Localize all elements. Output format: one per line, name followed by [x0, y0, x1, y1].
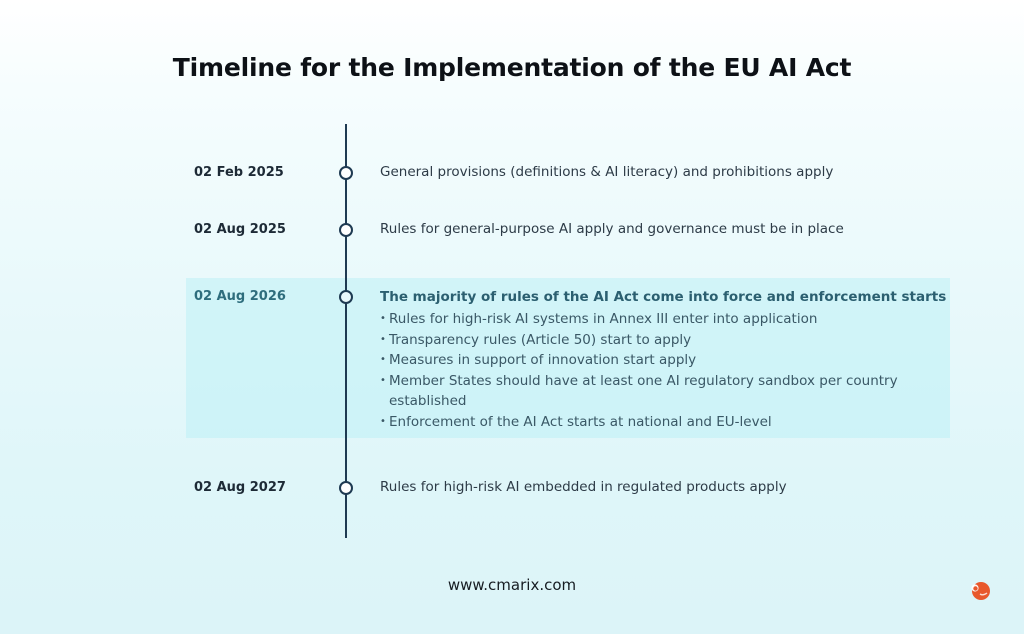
footer-url: www.cmarix.com	[447, 576, 577, 594]
bullet-item: • Measures in support of innovation start apply	[380, 350, 940, 371]
timeline-node-4	[339, 481, 353, 495]
bullet-item: • Transparency rules (Article 50) start to apply	[380, 330, 940, 351]
timeline-date-3: 02 Aug 2026	[194, 289, 286, 304]
timeline-description-2: Rules for general-purpose AI apply and governance must be in place	[380, 221, 844, 237]
bullet-item: • Enforcement of the AI Act starts at national and EU-level	[380, 412, 940, 433]
page-title: Timeline for the Implementation of the EU AI Act	[172, 53, 852, 82]
timeline-node-1	[339, 166, 353, 180]
timeline-node-3	[339, 290, 353, 304]
timeline-date-2: 02 Aug 2025	[194, 222, 286, 237]
timeline-date-1: 02 Feb 2025	[194, 165, 284, 180]
bullet-item: • Member States should have at least one AI regulatory sandbox per country established	[380, 371, 940, 412]
cmarix-logo-icon	[969, 580, 991, 602]
timeline-date-4: 02 Aug 2027	[194, 480, 286, 495]
timeline-description-4: Rules for high-risk AI embedded in regulated products apply	[380, 479, 787, 495]
timeline-bullet-list	[380, 309, 940, 433]
timeline-node-2	[339, 223, 353, 237]
timeline-description-1: General provisions (definitions & AI literacy) and prohibitions apply	[380, 164, 834, 180]
bullet-item: • Rules for high-risk AI systems in Annex III enter into application	[380, 309, 940, 330]
timeline-line	[345, 124, 347, 538]
timeline-description-3: The majority of rules of the AI Act come into force and enforcement starts	[380, 289, 947, 305]
